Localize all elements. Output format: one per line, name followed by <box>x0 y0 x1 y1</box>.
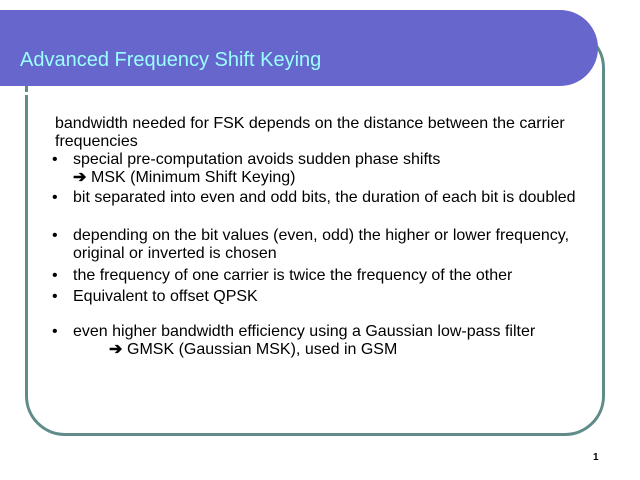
bullet-list <box>52 115 600 359</box>
list-item <box>52 115 600 151</box>
arrow-icon: ➔ <box>73 169 87 186</box>
bullet-icon: • <box>52 267 58 284</box>
bullet-icon: • <box>52 288 58 305</box>
list-item-text: bit separated into even and odd bits, the duration of each bit is doubled <box>73 189 576 206</box>
slide-title: Advanced Frequency Shift Keying <box>20 49 322 71</box>
list-item-text: depending on the bit values (even, odd) the higher or lower frequency, original or inverted is chosen <box>73 227 570 262</box>
bullet-icon: • <box>52 189 58 206</box>
list-item <box>52 267 600 288</box>
title-underline <box>20 92 565 95</box>
list-item <box>52 189 600 227</box>
arrow-result-text: MSK (Minimum Shift Keying) <box>91 169 296 186</box>
list-item-text: even higher bandwidth efficiency using a Gaussian low-pass filter <box>73 323 536 340</box>
list-item <box>52 151 600 189</box>
list-item-text: special pre-computation avoids sudden phase shifts <box>73 151 441 168</box>
arrow-result <box>73 341 600 359</box>
list-item-text: Equivalent to offset QPSK <box>73 288 258 305</box>
arrow-icon: ➔ <box>109 341 123 358</box>
page-number: 1 <box>593 452 599 463</box>
bullet-icon: • <box>52 151 58 168</box>
bullet-icon: • <box>52 323 58 340</box>
list-item <box>52 227 600 267</box>
list-item-text: bandwidth needed for FSK depends on the distance between the carrier frequencies <box>55 115 565 150</box>
arrow-result-text: GMSK (Gaussian MSK), used in GSM <box>127 341 398 358</box>
title-bar <box>0 10 598 86</box>
bullet-icon: • <box>52 227 58 244</box>
list-item-text: the frequency of one carrier is twice the frequency of the other <box>73 267 513 284</box>
list-item <box>52 323 600 359</box>
list-item <box>52 288 600 323</box>
arrow-result <box>73 169 600 187</box>
